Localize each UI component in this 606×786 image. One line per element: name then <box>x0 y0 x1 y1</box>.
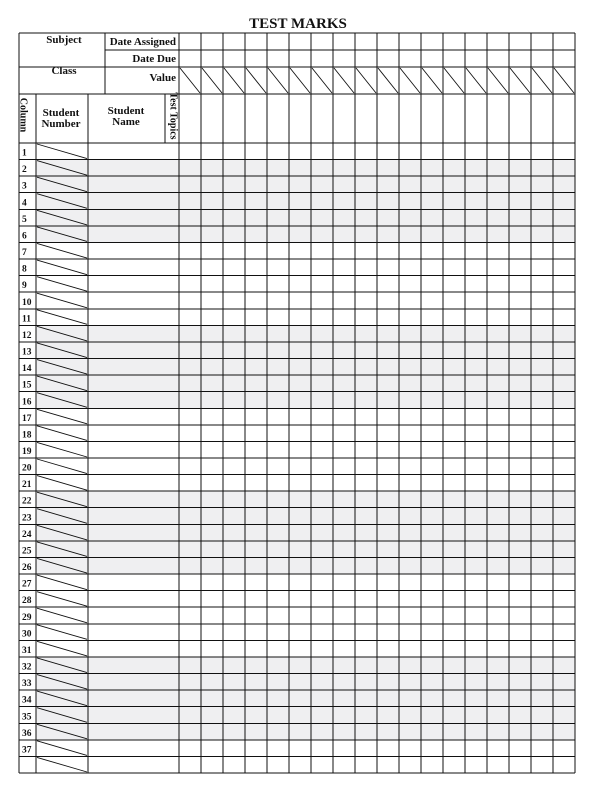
row-number: 29 <box>22 612 32 623</box>
row-number: 4 <box>22 198 27 209</box>
value-diagonal <box>312 68 332 93</box>
shaded-row <box>36 508 575 525</box>
shaded-row <box>36 541 575 558</box>
table-row <box>19 442 575 458</box>
table-row <box>19 260 575 276</box>
student-number-diagonal <box>37 243 87 258</box>
row-number: 26 <box>22 563 32 574</box>
row-number: 5 <box>22 214 27 225</box>
student-number-diagonal <box>37 459 87 474</box>
row-number: 1 <box>22 148 27 159</box>
shaded-row <box>36 690 575 707</box>
row-number: 33 <box>22 679 32 690</box>
row-number: 6 <box>22 231 27 242</box>
value-diagonal <box>554 68 574 93</box>
row-shading <box>36 160 575 740</box>
row-number: 31 <box>22 645 32 656</box>
student-number-diagonal <box>37 260 87 275</box>
shaded-row <box>36 176 575 193</box>
subject-label: Subject <box>46 34 82 46</box>
student-number-diagonal <box>37 293 87 308</box>
value-diagonal <box>400 68 420 93</box>
table-row <box>19 625 575 641</box>
student-number-diagonal <box>37 608 87 623</box>
shaded-row <box>36 491 575 508</box>
row-number: 20 <box>22 463 32 474</box>
value-diagonal <box>532 68 552 93</box>
student-number-diagonal <box>37 426 87 441</box>
row-number: 7 <box>22 248 27 259</box>
table-row <box>19 293 575 309</box>
student-number-diagonal <box>37 409 87 424</box>
row-number: 13 <box>22 347 32 358</box>
value-diagonal <box>510 68 530 93</box>
column-header: Column <box>17 97 29 133</box>
student-name-header-line2: Name <box>112 116 140 128</box>
student-number-diagonal <box>37 310 87 325</box>
row-number: 16 <box>22 397 32 408</box>
shaded-row <box>36 226 575 243</box>
shaded-row <box>36 193 575 210</box>
shaded-row <box>36 524 575 541</box>
row-number: 37 <box>22 745 32 756</box>
value-diagonal <box>444 68 464 93</box>
shaded-row <box>36 557 575 574</box>
student-number-diagonal <box>37 144 87 159</box>
row-number: 35 <box>22 712 32 723</box>
table-row <box>19 575 575 591</box>
row-number: 14 <box>22 364 32 375</box>
row-number: 19 <box>22 447 32 457</box>
table-row <box>19 426 575 442</box>
row-number: 10 <box>22 297 32 308</box>
student-number-header-line1: Student <box>42 107 80 119</box>
row-number: 18 <box>22 430 32 441</box>
value-diagonal <box>268 68 288 93</box>
table-row <box>19 641 575 657</box>
row-number: 25 <box>22 546 32 557</box>
value-diagonal <box>246 68 266 93</box>
student-number-diagonal <box>37 575 87 590</box>
row-number: 3 <box>22 181 27 192</box>
student-number-diagonal <box>37 641 87 656</box>
shaded-row <box>36 342 575 359</box>
table-row <box>19 243 575 259</box>
value-diagonal <box>422 68 442 93</box>
student-number-diagonal <box>37 757 87 772</box>
value-label: Value <box>149 72 176 84</box>
table-row <box>19 459 575 475</box>
shaded-row <box>36 723 575 740</box>
table-row <box>19 144 575 160</box>
table-row <box>19 608 575 624</box>
page-title: TEST MARKS <box>249 16 347 32</box>
row-number: 34 <box>22 695 32 706</box>
table-row <box>19 757 575 773</box>
row-number: 17 <box>22 413 32 424</box>
table-row <box>19 592 575 608</box>
row-number: 22 <box>22 496 32 507</box>
value-diagonal <box>202 68 222 93</box>
shaded-row <box>36 657 575 674</box>
student-name-header-line1: Student <box>107 105 145 117</box>
value-diagonal <box>488 68 508 93</box>
class-label: Class <box>51 65 77 77</box>
row-number: 12 <box>22 330 32 341</box>
student-number-diagonal <box>37 625 87 640</box>
student-number-diagonal <box>37 476 87 491</box>
header-block <box>46 34 176 84</box>
student-number-header-line2: Number <box>41 118 81 130</box>
test-topics-header: Test Topics <box>167 92 179 140</box>
row-number: 2 <box>22 165 27 176</box>
row-number: 27 <box>22 579 32 590</box>
shaded-row <box>36 325 575 342</box>
shaded-row <box>36 674 575 691</box>
student-number-diagonal <box>37 592 87 607</box>
table-row <box>19 476 575 492</box>
row-number: 30 <box>22 629 32 640</box>
table-row <box>19 277 575 293</box>
student-number-diagonal <box>37 741 87 756</box>
shaded-row <box>36 209 575 226</box>
value-diagonal <box>466 68 486 93</box>
value-diagonal <box>290 68 310 93</box>
table-row <box>19 310 575 326</box>
date-assigned-label: Date Assigned <box>109 36 176 48</box>
row-number: 9 <box>22 281 27 292</box>
value-diagonal <box>334 68 354 93</box>
row-number: 21 <box>22 480 32 491</box>
row-number: 36 <box>22 728 32 739</box>
shaded-row <box>36 392 575 409</box>
shaded-row <box>36 375 575 392</box>
date-due-label: Date Due <box>132 53 176 65</box>
row-number: 28 <box>22 596 32 607</box>
row-number: 11 <box>22 314 31 325</box>
table-row <box>19 741 575 757</box>
table-row <box>19 409 575 425</box>
shaded-row <box>36 707 575 724</box>
value-diagonal <box>356 68 376 93</box>
value-diagonal <box>378 68 398 93</box>
value-diagonal <box>180 68 200 93</box>
row-number: 23 <box>22 513 32 524</box>
student-number-diagonal <box>37 442 87 457</box>
student-number-diagonal <box>37 277 87 292</box>
value-diagonal <box>224 68 244 93</box>
row-number: 32 <box>22 662 32 673</box>
row-number: 24 <box>22 529 32 540</box>
shaded-row <box>36 359 575 376</box>
row-number: 15 <box>22 380 32 391</box>
row-number: 8 <box>22 264 27 275</box>
column-headers <box>18 92 179 139</box>
shaded-row <box>36 160 575 177</box>
